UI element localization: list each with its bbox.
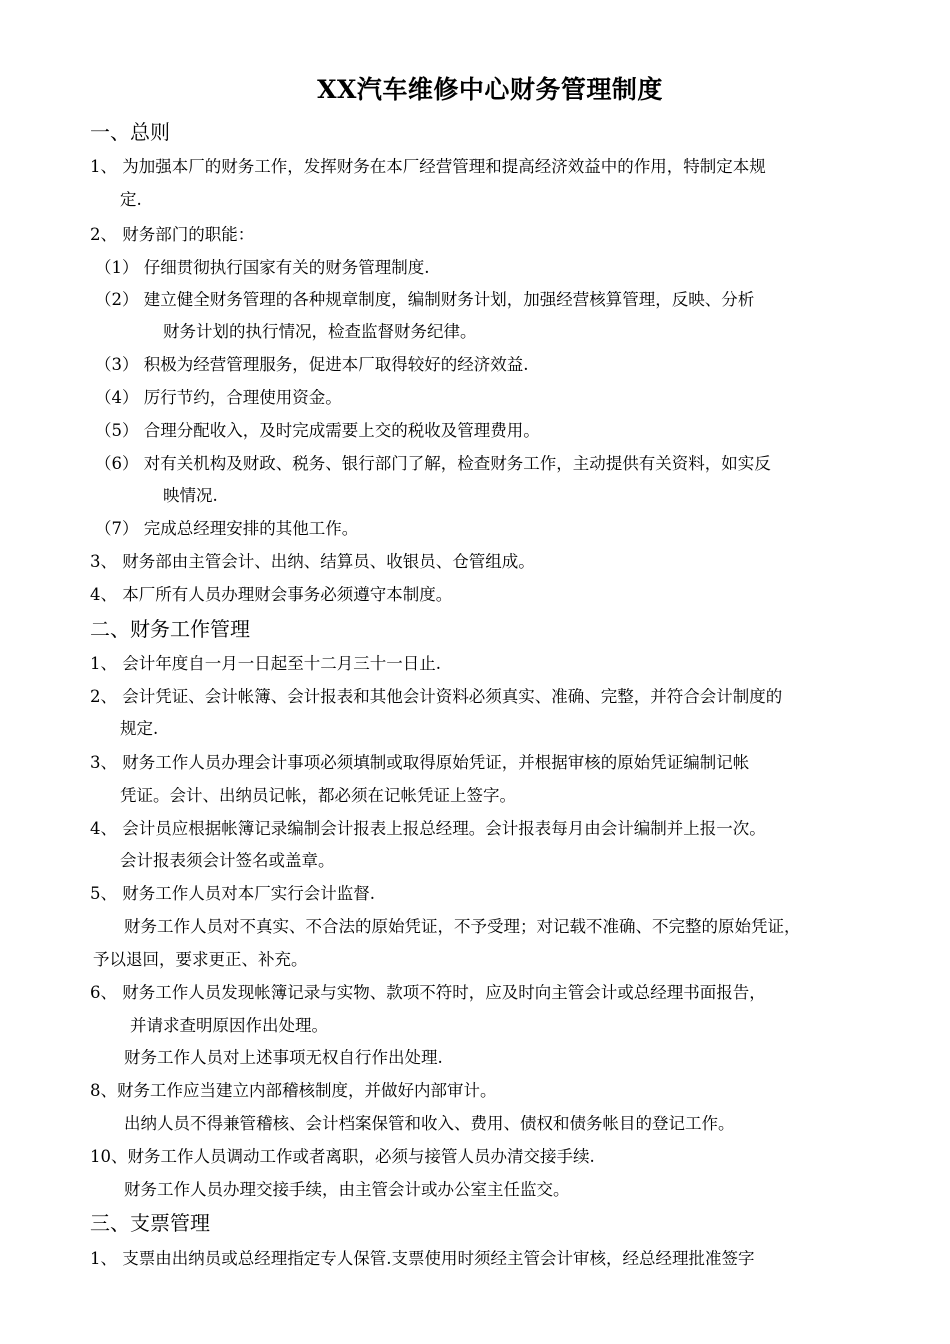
paragraph-line: 1、 支票由出纳员或总经理指定专人保管.支票使用时须经主管会计审核，经总经理批准签字: [90, 1249, 755, 1268]
paragraph-line: 予以退回，要求更正、补充。: [93, 950, 308, 969]
paragraph-line: 财务工作人员对不真实、不合法的原始凭证，不予受理；对记载不准确、不完整的原始凭证，: [124, 917, 801, 936]
paragraph-line: 1、 为加强本厂的财务工作，发挥财务在本厂经营管理和提高经济效益中的作用，特制定本规: [90, 157, 766, 176]
paragraph-line: 凭证。会计、出纳员记帐，都必须在记帐凭证上签字。: [120, 786, 516, 805]
section-heading-financial-management: 二、财务工作管理: [90, 617, 250, 641]
paragraph-line: 10、财务工作人员调动工作或者离职，必须与接管人员办清交接手续.: [90, 1147, 595, 1166]
paragraph-line: 2、 财务部门的职能：: [90, 225, 255, 244]
list-item-continuation: 映情况.: [163, 486, 218, 505]
paragraph-line: 3、 财务部由主管会计、出纳、结算员、收银员、仓管组成。: [90, 552, 535, 571]
list-item: （5） 合理分配收入，及时完成需要上交的税收及管理费用。: [95, 421, 540, 440]
list-item: （1） 仔细贯彻执行国家有关的财务管理制度.: [95, 258, 430, 277]
document-title: XX汽车维修中心财务管理制度: [317, 75, 663, 104]
list-item: （3） 积极为经营管理服务，促进本厂取得较好的经济效益.: [95, 355, 529, 374]
list-item: （7） 完成总经理安排的其他工作。: [95, 519, 359, 538]
paragraph-line: 6、 财务工作人员发现帐簿记录与实物、款项不符时，应及时向主管会计或总经理书面报告，: [90, 983, 766, 1002]
paragraph-line: 4、 本厂所有人员办理财会事务必须遵守本制度。: [90, 585, 453, 604]
list-item-continuation: 财务计划的执行情况，检查监督财务纪律。: [163, 322, 477, 341]
section-heading-check-management: 三、支票管理: [90, 1211, 210, 1235]
section-heading-general: 一、总则: [90, 120, 170, 144]
paragraph-line: 规定.: [120, 719, 159, 738]
paragraph-line: 会计报表须会计签名或盖章。: [120, 851, 335, 870]
paragraph-line: 出纳人员不得兼管稽核、会计档案保管和收入、费用、债权和债务帐目的登记工作。: [124, 1114, 735, 1133]
paragraph-line: 2、 会计凭证、会计帐簿、会计报表和其他会计资料必须真实、准确、完整，并符合会计制度的: [90, 687, 783, 706]
paragraph-line: 并请求查明原因作出处理。: [130, 1016, 328, 1035]
paragraph-line: 8、财务工作应当建立内部稽核制度，并做好内部审计。: [90, 1081, 497, 1100]
paragraph-line: 财务工作人员对上述事项无权自行作出处理.: [124, 1048, 443, 1067]
paragraph-line: 定.: [120, 190, 142, 209]
list-item: （4） 厉行节约，合理使用资金。: [95, 388, 342, 407]
list-item: （6） 对有关机构及财政、税务、银行部门了解，检查财务工作，主动提供有关资料，如实反: [95, 454, 771, 473]
paragraph-line: 4、 会计员应根据帐簿记录编制会计报表上报总经理。会计报表每月由会计编制并上报一次。: [90, 819, 766, 838]
paragraph-line: 3、 财务工作人员办理会计事项必须填制或取得原始凭证，并根据审核的原始凭证编制记帐: [90, 753, 750, 772]
paragraph-line: 5、 财务工作人员对本厂实行会计监督.: [90, 884, 375, 903]
paragraph-line: 财务工作人员办理交接手续，由主管会计或办公室主任监交。: [124, 1180, 570, 1199]
paragraph-line: 1、 会计年度自一月一日起至十二月三十一日止.: [90, 654, 441, 673]
list-item: （2） 建立健全财务管理的各种规章制度，编制财务计划，加强经营核算管理，反映、分析: [95, 290, 755, 309]
